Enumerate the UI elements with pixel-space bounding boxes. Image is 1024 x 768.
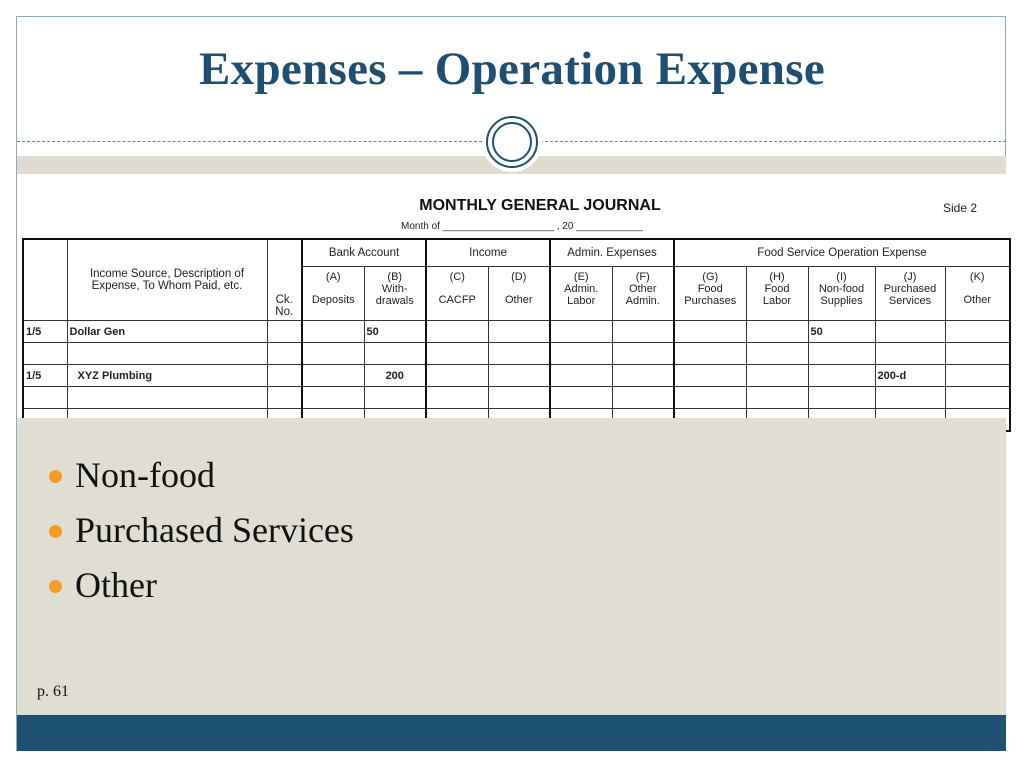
col-c-header: (C) CACFP (426, 267, 488, 321)
col-a-header: (A) Deposits (302, 267, 364, 321)
slide-title: Expenses – Operation Expense (199, 43, 825, 95)
journal-row (23, 343, 1010, 365)
bullet-item: Purchased Services (47, 503, 354, 558)
bullet-item: Other (47, 558, 354, 613)
col-f-header: (F) Other Admin. (612, 267, 674, 321)
entry-withdrawals: 200 (364, 365, 426, 387)
col-b-header: (B) With-drawals (364, 267, 426, 321)
journal-month-line: Month of ____________________ , 20 ____________ (401, 221, 643, 232)
entry-date: 1/5 (23, 365, 67, 387)
col-g-header: (G) Food Purchases (674, 267, 746, 321)
bullet-dot-icon (49, 525, 62, 538)
bank-account-group: Bank Account (302, 239, 426, 267)
title-divider-right (540, 141, 1006, 142)
col-i-header: (I) Non-food Supplies (808, 267, 875, 321)
col-d-header: (D) Other (488, 267, 550, 321)
journal-row (23, 365, 1010, 387)
description-header: Income Source, Description of Expense, To Whom Paid, etc. (67, 239, 267, 321)
title-divider-left (17, 141, 487, 142)
journal-title: MONTHLY GENERAL JOURNAL (419, 197, 661, 214)
entry-description: Dollar Gen (67, 321, 267, 343)
bullet-dot-icon (49, 470, 62, 483)
entry-purchased-services: 200-d (875, 365, 945, 387)
journal-row (23, 387, 1010, 409)
col-j-header: (J) Purchased Services (875, 267, 945, 321)
bullet-list (47, 448, 354, 613)
circle-ornament-icon (482, 112, 542, 172)
admin-expenses-group: Admin. Expenses (550, 239, 674, 267)
check-number-header: Ck. No. (267, 239, 302, 321)
journal-side-label: Side 2 (943, 201, 978, 215)
journal-table (22, 238, 1011, 432)
bullet-item: Non-food (47, 448, 354, 503)
journal-row (23, 321, 1010, 343)
col-k-header: (K) Other (945, 267, 1010, 321)
income-group: Income (426, 239, 550, 267)
content-area (17, 418, 1006, 715)
date-header-cell (23, 239, 67, 321)
page-reference: p. 61 (37, 683, 69, 700)
col-e-header: (E) Admin. Labor (550, 267, 612, 321)
bullet-dot-icon (49, 580, 62, 593)
footer-band (17, 715, 1006, 751)
journal-image (17, 174, 1017, 418)
food-service-group: Food Service Operation Expense (674, 239, 1010, 267)
entry-withdrawals: 50 (364, 321, 426, 343)
col-h-header: (H) Food Labor (746, 267, 808, 321)
entry-date: 1/5 (23, 321, 67, 343)
entry-nonfood: 50 (808, 321, 875, 343)
entry-description: XYZ Plumbing (67, 365, 267, 387)
